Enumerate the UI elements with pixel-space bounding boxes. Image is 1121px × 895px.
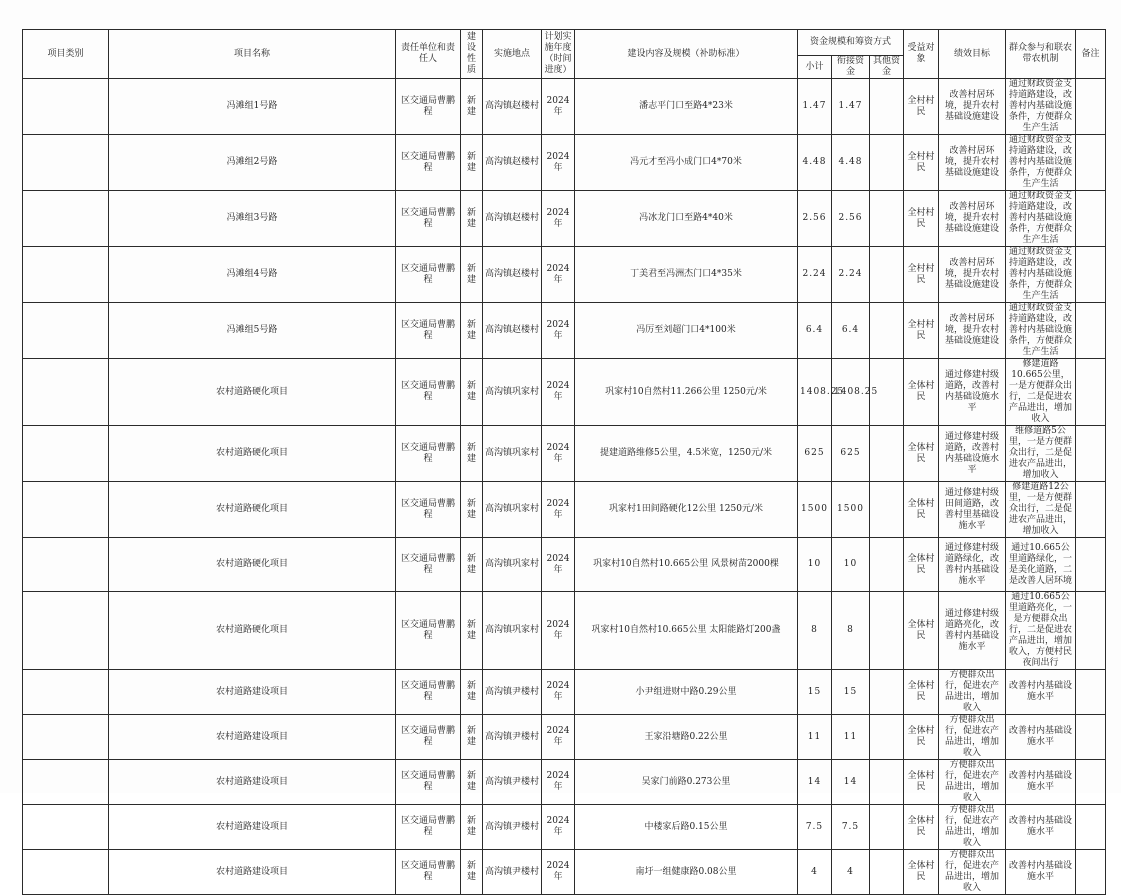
year-cell: 2024年 [542,592,575,670]
header-category: 项目类别 [23,30,109,79]
year-cell: 2024年 [542,850,575,895]
year-cell: 2024年 [542,303,575,359]
other-funds-cell [870,482,904,538]
header-content: 建设内容及规模（补助标准） [575,30,798,79]
nature-cell: 新建 [461,359,483,426]
table-row [23,426,1106,482]
goal-cell: 通过修建村级道路，改善村内基础设施水平 [939,359,1006,426]
subtotal-cell: 2.56 [798,191,832,247]
remarks-cell [1076,359,1106,426]
year-cell: 2024年 [542,670,575,715]
beneficiary-cell: 全村村民 [904,135,939,191]
category-cell [23,359,109,426]
remarks-cell [1076,191,1106,247]
mechanism-cell: 通过财政资金支持道路建设，改善村内基础设施条件，方便群众生产生活 [1006,303,1076,359]
table-row [23,247,1106,303]
subtotal-cell: 7.5 [798,805,832,850]
responsible-cell: 区交通局曹鹏程 [396,670,461,715]
name-cell: 冯滩组2号路 [109,135,396,191]
category-cell [23,760,109,805]
beneficiary-cell: 全体村民 [904,359,939,426]
name-cell: 农村道路建设项目 [109,850,396,895]
table-row [23,79,1106,135]
mechanism-cell: 改善村内基础设施水平 [1006,670,1076,715]
table-row [23,805,1106,850]
responsible-cell: 区交通局曹鹏程 [396,359,461,426]
beneficiary-cell: 全村村民 [904,303,939,359]
location-cell: 高沟镇尹楼村 [483,760,542,805]
responsible-cell: 区交通局曹鹏程 [396,482,461,538]
content-cell: 提建道路维修5公里，4.5米宽，1250元/米 [575,426,798,482]
responsible-cell: 区交通局曹鹏程 [396,592,461,670]
other-funds-cell [870,79,904,135]
header-funds: 资金规模和筹资方式 [798,30,904,56]
beneficiary-cell: 全体村民 [904,538,939,592]
remarks-cell [1076,426,1106,482]
header-row [23,30,1106,56]
remarks-cell [1076,805,1106,850]
content-cell: 王家沿塘路0.22公里 [575,715,798,760]
location-cell: 高沟镇巩家村 [483,359,542,426]
other-funds-cell [870,191,904,247]
year-cell: 2024年 [542,359,575,426]
content-cell: 冯冰龙门口至路4*40米 [575,191,798,247]
location-cell: 高沟镇巩家村 [483,592,542,670]
remarks-cell [1076,850,1106,895]
other-funds-cell [870,426,904,482]
category-cell [23,135,109,191]
remarks-cell [1076,592,1106,670]
beneficiary-cell: 全体村民 [904,805,939,850]
mechanism-cell: 通过财政资金支持道路建设，改善村内基础设施条件，方便群众生产生活 [1006,191,1076,247]
subtotal-cell: 1500 [798,482,832,538]
linked-funds-cell: 10 [832,538,870,592]
year-cell: 2024年 [542,426,575,482]
content-cell: 小尹组进财中路0.29公里 [575,670,798,715]
linked-funds-cell: 7.5 [832,805,870,850]
name-cell: 农村道路硬化项目 [109,359,396,426]
responsible-cell: 区交通局曹鹏程 [396,303,461,359]
responsible-cell: 区交通局曹鹏程 [396,426,461,482]
name-cell: 冯滩组1号路 [109,79,396,135]
responsible-cell: 区交通局曹鹏程 [396,135,461,191]
nature-cell: 新建 [461,135,483,191]
content-cell: 丁美君至冯洲杰门口4*35米 [575,247,798,303]
subtotal-cell: 1408.25 [798,359,832,426]
nature-cell: 新建 [461,79,483,135]
mechanism-cell: 通过10.665公里道路亮化，一是方便群众出行，二是促进农产品进出，增加收入，方便村民夜间出行 [1006,592,1076,670]
location-cell: 高沟镇尹楼村 [483,670,542,715]
nature-cell: 新建 [461,592,483,670]
table-row [23,482,1106,538]
goal-cell: 通过修建村级田间道路，改善村里基础设施水平 [939,482,1006,538]
responsible-cell: 区交通局曹鹏程 [396,760,461,805]
content-cell: 南圩一组健康路0.08公里 [575,850,798,895]
other-funds-cell [870,538,904,592]
nature-cell: 新建 [461,670,483,715]
subtotal-cell: 4.48 [798,135,832,191]
mechanism-cell: 通过财政资金支持道路建设，改善村内基础设施条件，方便群众生产生活 [1006,135,1076,191]
content-cell: 冯厉至刘超门口4*100米 [575,303,798,359]
subtotal-cell: 11 [798,715,832,760]
other-funds-cell [870,592,904,670]
beneficiary-cell: 全体村民 [904,592,939,670]
category-cell [23,303,109,359]
year-cell: 2024年 [542,715,575,760]
nature-cell: 新建 [461,850,483,895]
category-cell [23,805,109,850]
mechanism-cell: 维修道路5公里，一是方便群众出行，二是促进农产品进出，增加收入 [1006,426,1076,482]
beneficiary-cell: 全体村民 [904,760,939,805]
beneficiary-cell: 全体村民 [904,482,939,538]
content-cell: 中楼家后路0.15公里 [575,805,798,850]
other-funds-cell [870,760,904,805]
category-cell [23,850,109,895]
beneficiary-cell: 全村村民 [904,191,939,247]
goal-cell: 通过修建村级道路绿化，改善村内基础设施水平 [939,538,1006,592]
other-funds-cell [870,135,904,191]
other-funds-cell [870,715,904,760]
mechanism-cell: 修建道路12公里，一是方便群众出行，二是促进农产品进出，增加收入 [1006,482,1076,538]
subtotal-cell: 4 [798,850,832,895]
nature-cell: 新建 [461,247,483,303]
goal-cell: 方便群众出行，促进农产品进出，增加收入 [939,805,1006,850]
year-cell: 2024年 [542,482,575,538]
table-row [23,191,1106,247]
other-funds-cell [870,670,904,715]
year-cell: 2024年 [542,79,575,135]
location-cell: 高沟镇尹楼村 [483,715,542,760]
remarks-cell [1076,715,1106,760]
mechanism-cell: 通过财政资金支持道路建设，改善村内基础设施条件，方便群众生产生活 [1006,247,1076,303]
remarks-cell [1076,670,1106,715]
name-cell: 农村道路建设项目 [109,760,396,805]
name-cell: 农村道路硬化项目 [109,538,396,592]
location-cell: 高沟镇赵楼村 [483,303,542,359]
header-nature: 建设性质 [461,30,483,79]
content-cell: 巩家村10自然村10.665公里 太阳能路灯200盏 [575,592,798,670]
location-cell: 高沟镇赵楼村 [483,191,542,247]
project-table [22,29,1106,895]
header-name: 项目名称 [109,30,396,79]
nature-cell: 新建 [461,191,483,247]
name-cell: 农村道路建设项目 [109,715,396,760]
content-cell: 巩家村10自然村10.665公里 风景树苗2000棵 [575,538,798,592]
other-funds-cell [870,303,904,359]
header-other-funds: 其他资金 [870,56,904,79]
goal-cell: 方便群众出行，促进农产品进出，增加收入 [939,715,1006,760]
linked-funds-cell: 4.48 [832,135,870,191]
header-linked-funds: 衔接资金 [832,56,870,79]
nature-cell: 新建 [461,426,483,482]
name-cell: 冯滩组5号路 [109,303,396,359]
beneficiary-cell: 全体村民 [904,670,939,715]
header-location: 实施地点 [483,30,542,79]
name-cell: 冯滩组3号路 [109,191,396,247]
responsible-cell: 区交通局曹鹏程 [396,715,461,760]
category-cell [23,670,109,715]
linked-funds-cell: 14 [832,760,870,805]
year-cell: 2024年 [542,760,575,805]
linked-funds-cell: 1.47 [832,79,870,135]
header-beneficiary: 受益对象 [904,30,939,79]
goal-cell: 方便群众出行，促进农产品进出，增加收入 [939,670,1006,715]
header-subtotal: 小计 [798,56,832,79]
year-cell: 2024年 [542,538,575,592]
header-responsible: 责任单位和责任人 [396,30,461,79]
linked-funds-cell: 2.24 [832,247,870,303]
year-cell: 2024年 [542,191,575,247]
table-row [23,135,1106,191]
location-cell: 高沟镇赵楼村 [483,247,542,303]
goal-cell: 改善村居环境，提升农村基础设施建设 [939,79,1006,135]
responsible-cell: 区交通局曹鹏程 [396,805,461,850]
goal-cell: 改善村居环境，提升农村基础设施建设 [939,135,1006,191]
location-cell: 高沟镇尹楼村 [483,850,542,895]
mechanism-cell: 通过10.665公里道路绿化，一是美化道路，二是改善人居环境 [1006,538,1076,592]
subtotal-cell: 6.4 [798,303,832,359]
header-mechanism: 群众参与和联农带农机制 [1006,30,1076,79]
nature-cell: 新建 [461,760,483,805]
category-cell [23,247,109,303]
name-cell: 农村道路建设项目 [109,805,396,850]
beneficiary-cell: 全体村民 [904,850,939,895]
remarks-cell [1076,538,1106,592]
category-cell [23,482,109,538]
mechanism-cell: 通过财政资金支持道路建设，改善村内基础设施条件，方便群众生产生活 [1006,79,1076,135]
nature-cell: 新建 [461,482,483,538]
content-cell: 潘志平门口至路4*23米 [575,79,798,135]
goal-cell: 通过修建村级道路，改善村内基础设施水平 [939,426,1006,482]
subtotal-cell: 15 [798,670,832,715]
mechanism-cell: 改善村内基础设施水平 [1006,805,1076,850]
remarks-cell [1076,135,1106,191]
location-cell: 高沟镇赵楼村 [483,135,542,191]
content-cell: 巩家村1田间路硬化12公里 1250元/米 [575,482,798,538]
remarks-cell [1076,760,1106,805]
table-row [23,850,1106,895]
nature-cell: 新建 [461,303,483,359]
beneficiary-cell: 全村村民 [904,247,939,303]
linked-funds-cell: 8 [832,592,870,670]
mechanism-cell: 修建道路10.665公里，一是方便群众出行，二是促进农产品进出，增加收入 [1006,359,1076,426]
name-cell: 农村道路硬化项目 [109,482,396,538]
header-remarks: 备注 [1076,30,1106,79]
linked-funds-cell: 1500 [832,482,870,538]
remarks-cell [1076,482,1106,538]
linked-funds-cell: 6.4 [832,303,870,359]
responsible-cell: 区交通局曹鹏程 [396,538,461,592]
location-cell: 高沟镇巩家村 [483,538,542,592]
content-cell: 巩家村10自然村11.266公里 1250元/米 [575,359,798,426]
category-cell [23,538,109,592]
mechanism-cell: 改善村内基础设施水平 [1006,715,1076,760]
name-cell: 冯滩组4号路 [109,247,396,303]
table-row [23,670,1106,715]
category-cell [23,592,109,670]
table-row [23,303,1106,359]
subtotal-cell: 625 [798,426,832,482]
other-funds-cell [870,850,904,895]
mechanism-cell: 改善村内基础设施水平 [1006,850,1076,895]
linked-funds-cell: 625 [832,426,870,482]
location-cell: 高沟镇尹楼村 [483,805,542,850]
other-funds-cell [870,247,904,303]
table-row [23,715,1106,760]
content-cell: 冯元才至冯小成门口4*70米 [575,135,798,191]
header-goal: 绩效目标 [939,30,1006,79]
table-row [23,760,1106,805]
location-cell: 高沟镇巩家村 [483,482,542,538]
subtotal-cell: 2.24 [798,247,832,303]
year-cell: 2024年 [542,805,575,850]
table-body [23,79,1106,895]
year-cell: 2024年 [542,247,575,303]
goal-cell: 改善村居环境，提升农村基础设施建设 [939,191,1006,247]
goal-cell: 改善村居环境，提升农村基础设施建设 [939,303,1006,359]
remarks-cell [1076,79,1106,135]
category-cell [23,79,109,135]
name-cell: 农村道路硬化项目 [109,592,396,670]
responsible-cell: 区交通局曹鹏程 [396,850,461,895]
linked-funds-cell: 2.56 [832,191,870,247]
remarks-cell [1076,247,1106,303]
remarks-cell [1076,303,1106,359]
nature-cell: 新建 [461,805,483,850]
linked-funds-cell: 1408.25 [832,359,870,426]
header-schedule: 计划实施年度（时间进度） [542,30,575,79]
linked-funds-cell: 11 [832,715,870,760]
table-row [23,359,1106,426]
subtotal-cell: 10 [798,538,832,592]
beneficiary-cell: 全村村民 [904,79,939,135]
subtotal-cell: 14 [798,760,832,805]
responsible-cell: 区交通局曹鹏程 [396,191,461,247]
responsible-cell: 区交通局曹鹏程 [396,79,461,135]
goal-cell: 方便群众出行，促进农产品进出，增加收入 [939,850,1006,895]
table-row [23,538,1106,592]
category-cell [23,715,109,760]
name-cell: 农村道路硬化项目 [109,426,396,482]
table-row [23,592,1106,670]
mechanism-cell: 改善村内基础设施水平 [1006,760,1076,805]
beneficiary-cell: 全体村民 [904,426,939,482]
goal-cell: 通过修建村级道路亮化，改善村内基础设施水平 [939,592,1006,670]
other-funds-cell [870,805,904,850]
name-cell: 农村道路建设项目 [109,670,396,715]
responsible-cell: 区交通局曹鹏程 [396,247,461,303]
linked-funds-cell: 4 [832,850,870,895]
nature-cell: 新建 [461,715,483,760]
content-cell: 吴家门前路0.273公里 [575,760,798,805]
goal-cell: 改善村居环境，提升农村基础设施建设 [939,247,1006,303]
location-cell: 高沟镇巩家村 [483,426,542,482]
goal-cell: 方便群众出行，促进农产品进出，增加收入 [939,760,1006,805]
beneficiary-cell: 全体村民 [904,715,939,760]
location-cell: 高沟镇赵楼村 [483,79,542,135]
nature-cell: 新建 [461,538,483,592]
linked-funds-cell: 15 [832,670,870,715]
category-cell [23,191,109,247]
subtotal-cell: 1.47 [798,79,832,135]
year-cell: 2024年 [542,135,575,191]
category-cell [23,426,109,482]
subtotal-cell: 8 [798,592,832,670]
